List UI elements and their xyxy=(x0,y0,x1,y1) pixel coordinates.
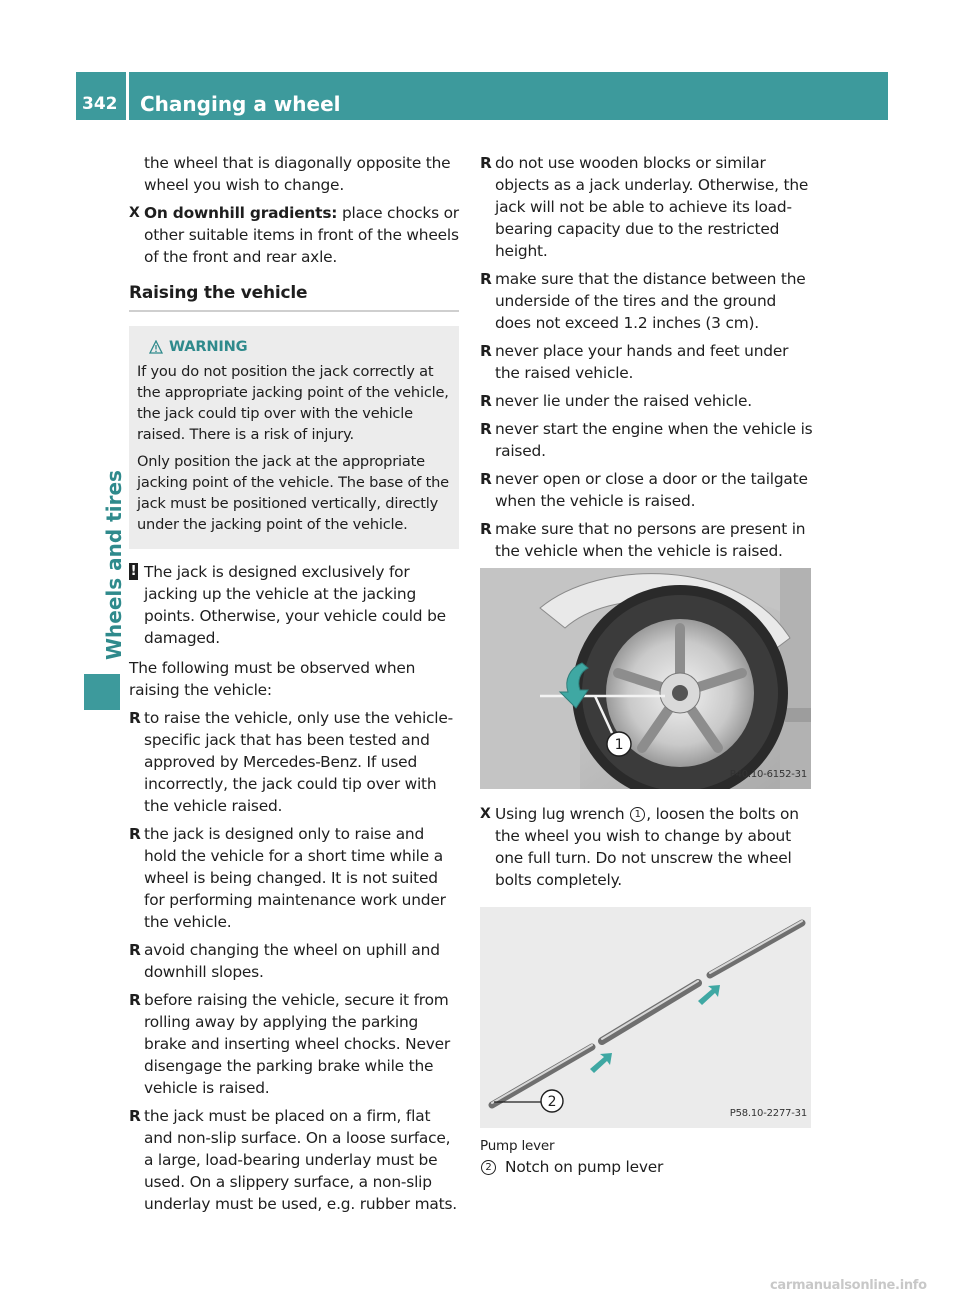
ref-2-icon: 2 xyxy=(481,1160,496,1175)
list-item xyxy=(129,939,459,983)
list-item xyxy=(480,468,813,512)
warning-text-1: If you do not position the jack correctly at the appropriate jacking point of the vehicle, the jack could tip over with the vehicle raised. There is a risk of injury. xyxy=(137,363,449,443)
figure-caption: Pump lever xyxy=(480,1138,555,1154)
list-item xyxy=(480,518,813,562)
wheel-illustration xyxy=(480,568,811,789)
bullet-text: do not use wooden blocks or similar objects as a jack underlay. Otherwise, the jack will not be able to achieve its load-bearing capacity due to the restricted height. xyxy=(495,154,809,260)
bullet-text: never open or close a door or the tailgate when the vehicle is raised. xyxy=(495,470,808,510)
downhill-step xyxy=(129,202,459,268)
bullet-marker: R xyxy=(129,709,141,727)
bullet-text: make sure that the distance between the underside of the tires and the ground does not exceed 1.2 inches (3 cm). xyxy=(495,270,806,332)
list-item xyxy=(480,418,813,462)
callout-2: 2 xyxy=(547,1094,557,1110)
bullet-text: make sure that no persons are present in the vehicle when the vehicle is raised. xyxy=(495,520,806,560)
downhill-label: On downhill gradients: xyxy=(144,204,338,222)
bullet-text: before raising the vehicle, secure it from rolling away by applying the parking brake and inserting wheel chocks. Never disengage the parking brake while the vehicle is raised. xyxy=(144,991,451,1097)
note-text: The jack is designed exclusively for jacking up the vehicle at the jacking points. Otherwise, your vehicle could be damaged. xyxy=(144,563,446,647)
bullet-marker: R xyxy=(480,270,492,288)
exclamation-icon: ! xyxy=(130,564,137,579)
bullet-text: avoid changing the wheel on uphill and downhill slopes. xyxy=(144,941,440,981)
list-item xyxy=(480,268,813,334)
bullet-marker: R xyxy=(480,420,492,438)
warning-box xyxy=(129,326,459,549)
pump-lever-illustration xyxy=(480,907,811,1128)
right-column xyxy=(480,152,813,1178)
page-title: Changing a wheel xyxy=(129,72,888,120)
figure-legend xyxy=(480,1156,813,1178)
lug-wrench-figure xyxy=(480,568,811,789)
warning-triangle-icon xyxy=(149,340,163,354)
bullet-marker: R xyxy=(480,470,492,488)
pump-lever-figure xyxy=(480,907,811,1128)
observe-intro: The following must be observed when raising the vehicle: xyxy=(129,659,416,699)
downhill-text: place chocks or other suitable items in front of the wheels of the front and rear axle. xyxy=(144,204,459,266)
step-text-post: , loosen the bolts on the wheel you wish to change by about one full turn. Do not unscrew the wheel bolts completely. xyxy=(495,805,799,889)
warning-title: WARNING xyxy=(169,338,248,355)
section-title: Raising the vehicle xyxy=(129,282,459,312)
list-item xyxy=(480,340,813,384)
step-marker: X xyxy=(129,205,140,221)
list-item xyxy=(129,1105,459,1215)
left-bullet-list xyxy=(129,707,459,1215)
bullet-text: the jack is designed only to raise and hold the vehicle for a short time while a wheel is being changed. It is not suited for performing maintenance work under the vehicle. xyxy=(144,825,446,931)
figure-code: P58.10-2277-31 xyxy=(729,1108,807,1119)
list-item xyxy=(129,707,459,817)
side-section-text: Wheels and tires xyxy=(102,470,126,660)
bullet-marker: R xyxy=(129,991,141,1009)
bullet-text: the jack must be placed on a firm, flat and non-slip surface. On a loose surface, a large, load-bearing underlay must be used. On a slippery surface, a non-slip underlay must be used, e.g. rubber mats. xyxy=(144,1107,457,1213)
footer-watermark: carmanualsonline.info xyxy=(770,1278,927,1293)
bullet-marker: R xyxy=(480,520,492,538)
intro-continuation: the wheel that is diagonally opposite the wheel you wish to change. xyxy=(144,154,451,194)
legend-text: Notch on pump lever xyxy=(505,1158,664,1176)
list-item xyxy=(480,152,813,262)
bullet-marker: R xyxy=(480,342,492,360)
bullet-text: never place your hands and feet under the raised vehicle. xyxy=(495,342,789,382)
bullet-marker: R xyxy=(480,154,492,172)
bullet-text: never start the engine when the vehicle is raised. xyxy=(495,420,813,460)
callout-1: 1 xyxy=(614,737,624,753)
lug-wrench-step xyxy=(480,803,813,891)
bullet-marker: R xyxy=(129,825,141,843)
ref-1-icon: 1 xyxy=(630,807,645,822)
list-item xyxy=(480,390,813,412)
damage-note xyxy=(129,561,459,649)
list-item xyxy=(129,989,459,1099)
warning-header xyxy=(137,336,451,357)
bullet-marker: R xyxy=(129,1107,141,1125)
side-tab-marker xyxy=(84,674,120,710)
bullet-text: never lie under the raised vehicle. xyxy=(495,392,752,410)
left-column xyxy=(129,152,459,1221)
warning-text-2: Only position the jack at the appropriate jacking point of the vehicle. The base of the jack must be positioned vertically, directly under the jacking point of the vehicle. xyxy=(137,453,449,533)
side-section-label xyxy=(84,140,126,660)
right-bullet-list xyxy=(480,152,813,562)
page-number: 342 xyxy=(76,72,126,120)
step-text-pre: Using lug wrench xyxy=(495,805,630,823)
step-marker: X xyxy=(480,806,491,822)
bullet-marker: R xyxy=(129,941,141,959)
bullet-marker: R xyxy=(480,392,492,410)
figure-code: P40.10-6152-31 xyxy=(729,769,807,780)
list-item xyxy=(129,823,459,933)
bullet-text: to raise the vehicle, only use the vehicle-specific jack that has been tested and approved by Mercedes-Benz. If used incorrectly, the jack could tip over with the vehicle raised. xyxy=(144,709,454,815)
